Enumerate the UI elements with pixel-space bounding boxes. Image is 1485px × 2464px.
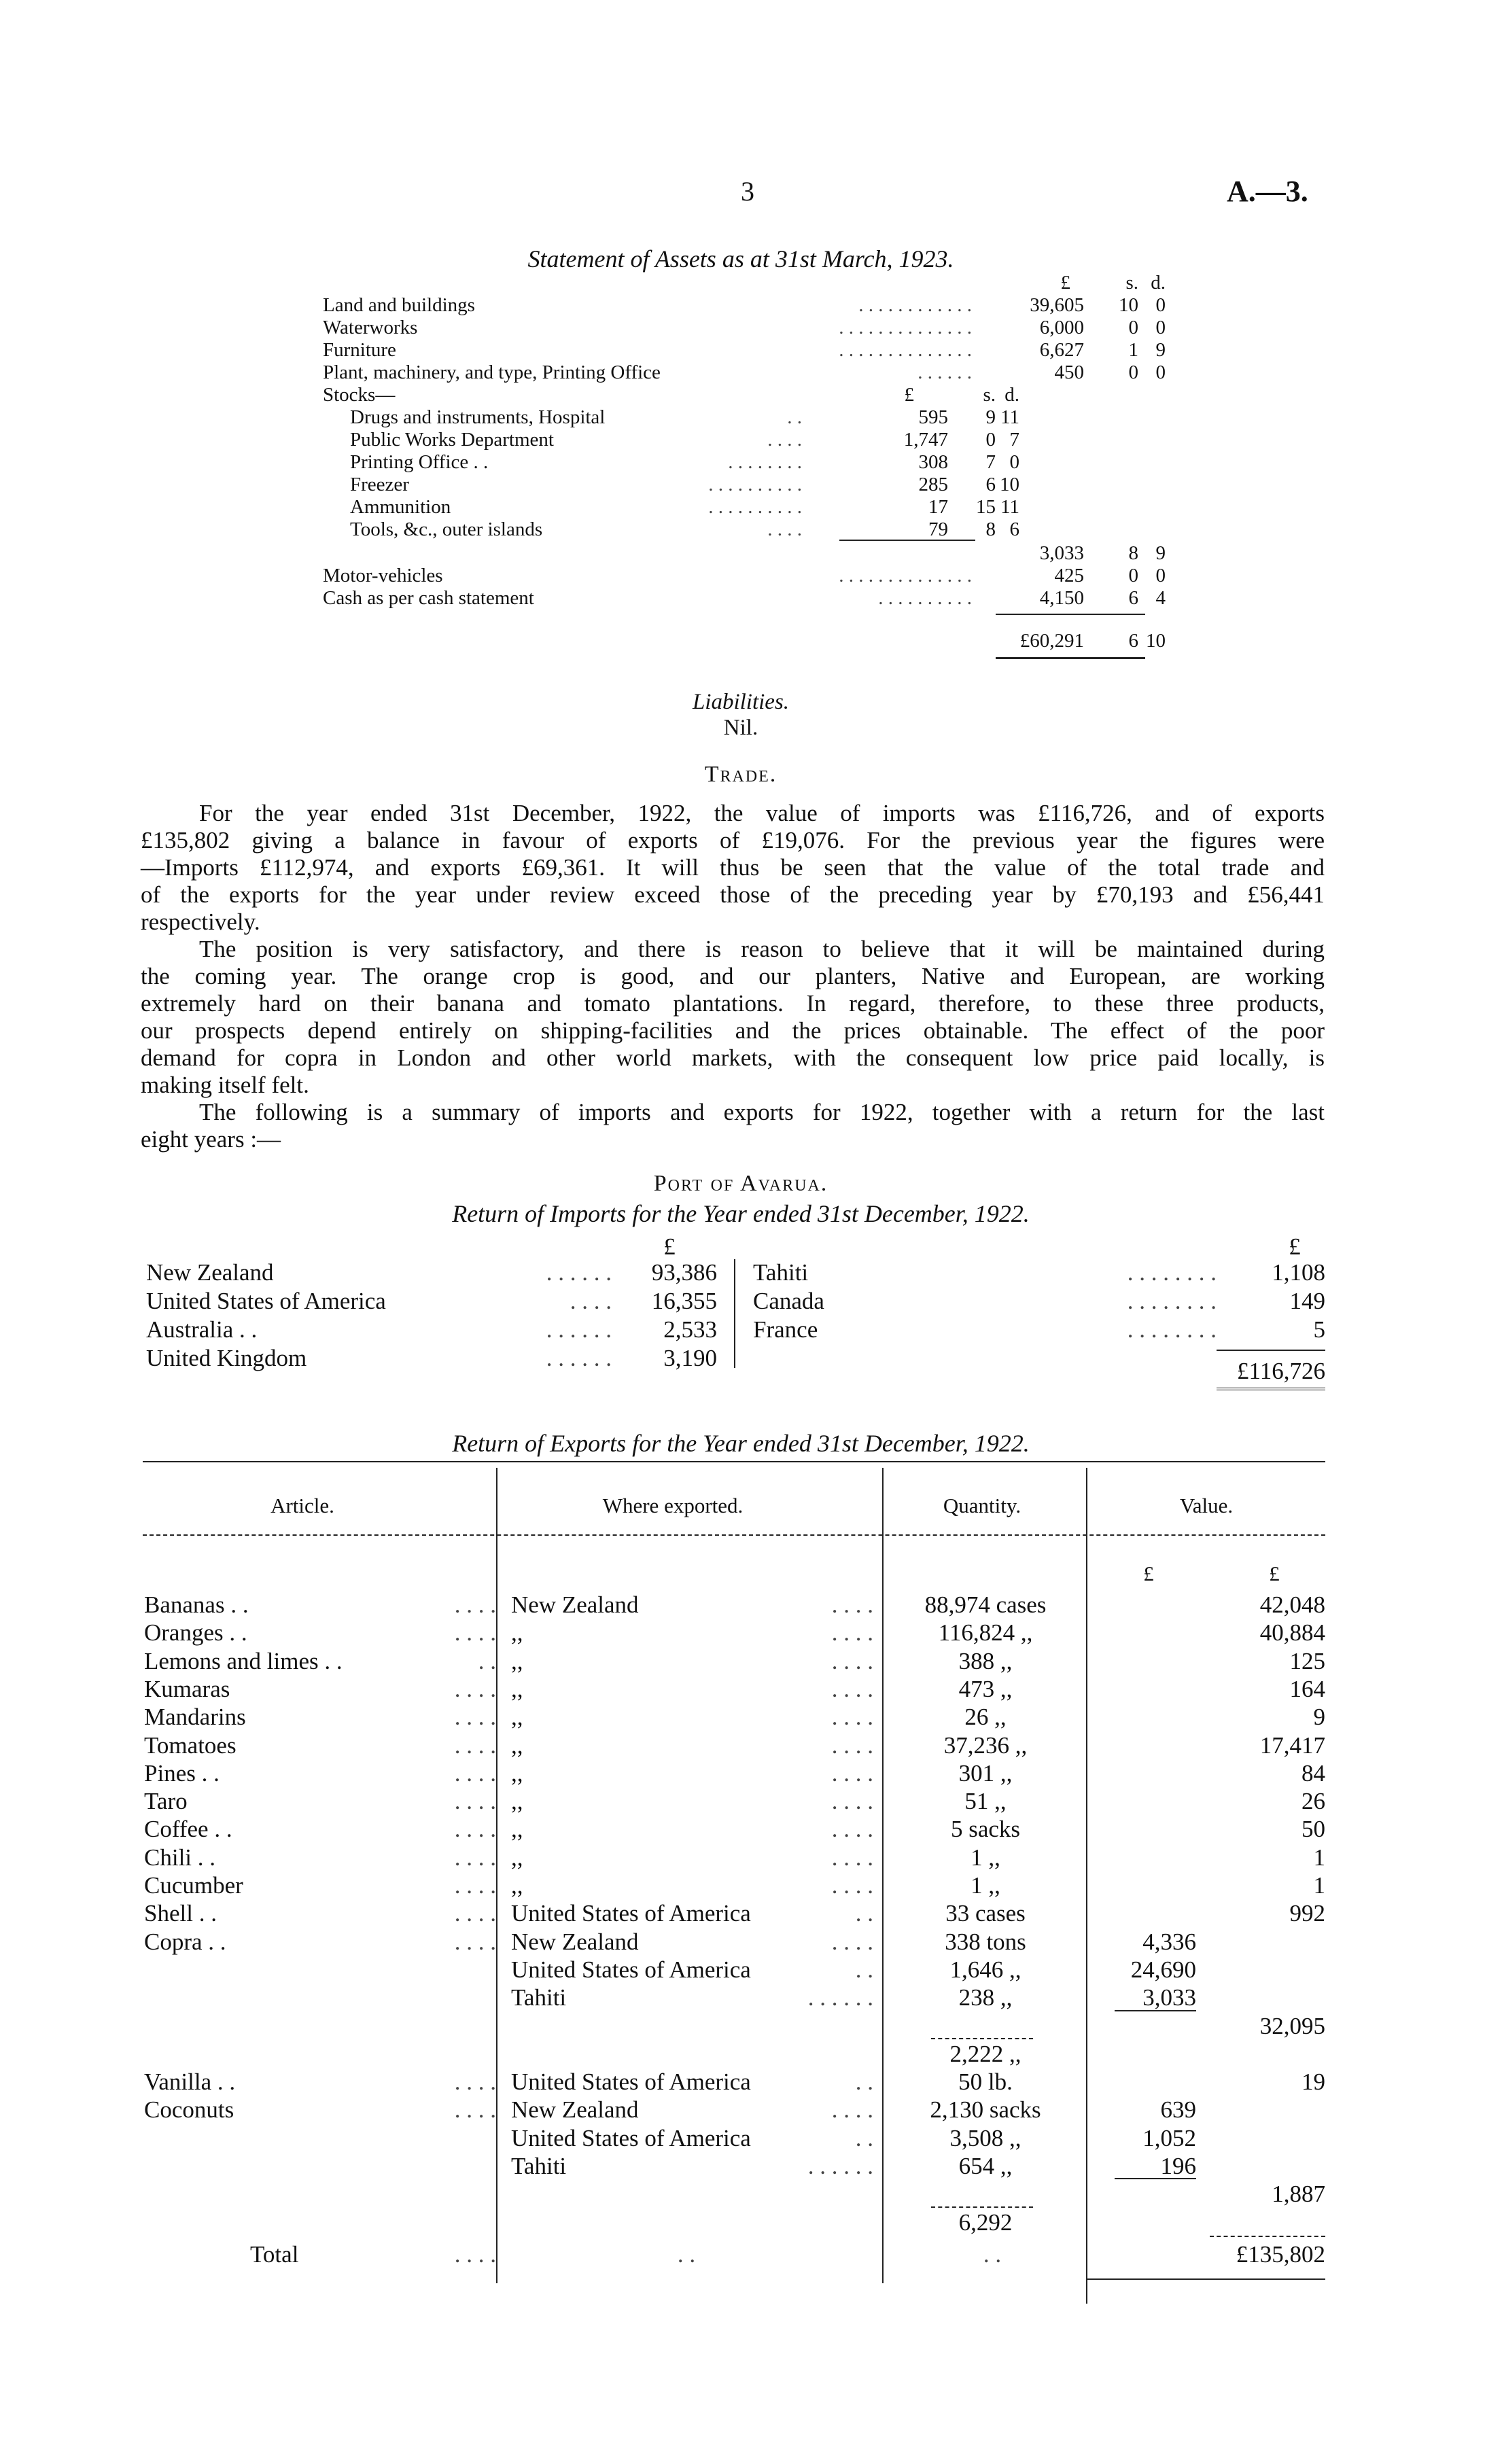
export-article-leader: . . . . bbox=[454, 2069, 496, 2095]
export-destination-leader: . . . . bbox=[831, 1648, 873, 1674]
export-subvalue: 4,336 bbox=[1142, 1929, 1196, 1955]
export-quantity: 33 cases bbox=[945, 1900, 1026, 1926]
export-quantity: 37,236 ,, bbox=[943, 1732, 1028, 1759]
import-value: 1,108 bbox=[1272, 1259, 1325, 1286]
import-country: Canada bbox=[753, 1288, 824, 1314]
asset-pence: 10 bbox=[1146, 630, 1166, 652]
asset-shillings: 6 bbox=[1128, 630, 1138, 652]
exports-bottom-rule bbox=[1087, 2278, 1325, 2280]
import-leader: . . . . . . . . bbox=[1127, 1288, 1217, 1314]
stock-pounds: 1,747 bbox=[903, 429, 948, 451]
imports-total-double-rule bbox=[1217, 1388, 1325, 1390]
liabilities-title: Liabilities. bbox=[692, 690, 790, 714]
export-article: Coffee . . bbox=[144, 1816, 232, 1842]
export-subvalue: 639 bbox=[1160, 2096, 1196, 2123]
import-value: 3,190 bbox=[663, 1345, 717, 1371]
export-destination: ,, bbox=[511, 1619, 523, 1646]
import-value: 93,386 bbox=[651, 1259, 717, 1286]
exports-top-rule bbox=[143, 1461, 1325, 1462]
import-leader: . . . . . . . . bbox=[1127, 1259, 1217, 1286]
asset-pence: 4 bbox=[1155, 587, 1166, 609]
exports-total-leader: . . . . bbox=[454, 2241, 496, 2268]
imports-total-rule bbox=[1217, 1350, 1325, 1351]
asset-label: Waterworks bbox=[323, 317, 418, 338]
stock-label: Freezer bbox=[350, 474, 409, 495]
export-quantity: 2,130 sacks bbox=[930, 2096, 1041, 2123]
export-destination: ,, bbox=[511, 1760, 523, 1787]
export-article-leader: . . . . bbox=[454, 1929, 496, 1955]
export-destination-leader: . . . . bbox=[831, 1929, 873, 1955]
export-value: 9 bbox=[1313, 1704, 1325, 1730]
export-value: 19 bbox=[1301, 2069, 1325, 2095]
export-value: 84 bbox=[1301, 1760, 1325, 1787]
export-article-leader: . . . . bbox=[454, 1872, 496, 1899]
stocks-label: Stocks— bbox=[323, 384, 396, 406]
asset-pence: 0 bbox=[1155, 362, 1166, 383]
exports-divider-1 bbox=[496, 1468, 497, 2283]
export-article: Coconuts bbox=[144, 2096, 234, 2123]
asset-pence: 0 bbox=[1155, 565, 1166, 586]
imports-currency-left: £ bbox=[663, 1233, 676, 1260]
export-quantity: 388 ,, bbox=[958, 1648, 1013, 1674]
export-value: 1,887 bbox=[1272, 2181, 1325, 2207]
stock-leader: . . . . bbox=[767, 429, 802, 451]
assets-total-rule bbox=[996, 614, 1145, 615]
import-value: 16,355 bbox=[651, 1288, 717, 1314]
stock-pounds: 17 bbox=[928, 496, 948, 518]
export-destination-leader: . . bbox=[855, 2069, 873, 2095]
exports-total-where-leader: . . bbox=[677, 2241, 696, 2268]
stock-shillings: 7 bbox=[985, 451, 996, 473]
export-article: Pines . . bbox=[144, 1760, 220, 1787]
asset-pounds: 3,033 bbox=[1039, 542, 1084, 564]
copra-sub-rule bbox=[1115, 2010, 1196, 2011]
export-quantity: 1,646 ,, bbox=[949, 1956, 1021, 1983]
export-destination: United States of America bbox=[511, 2069, 751, 2095]
export-quantity: 5 sacks bbox=[950, 1816, 1021, 1842]
export-article-leader: . . . . bbox=[454, 1676, 496, 1702]
stock-pounds: 308 bbox=[918, 451, 948, 473]
exports-header-where: Where exported. bbox=[602, 1494, 744, 1517]
export-destination: United States of America bbox=[511, 2125, 751, 2151]
asset-pounds: 425 bbox=[1054, 565, 1084, 586]
stock-pence: 0 bbox=[1009, 451, 1019, 473]
stock-leader: . . . . . . . . . . bbox=[708, 474, 802, 495]
exports-header-article: Article. bbox=[270, 1494, 334, 1517]
liabilities-value: Nil. bbox=[723, 716, 758, 740]
coconut-sub-rule bbox=[1115, 2178, 1196, 2179]
exports-header-quantity: Quantity. bbox=[943, 1494, 1021, 1517]
import-leader: . . . . . . bbox=[546, 1345, 612, 1371]
export-article-leader: . . . . bbox=[454, 1788, 496, 1814]
exports-total-label: Total bbox=[250, 2241, 299, 2268]
export-destination-leader: . . bbox=[855, 1956, 873, 1983]
asset-label: Motor-vehicles bbox=[323, 565, 443, 586]
import-leader: . . . . . . bbox=[546, 1259, 612, 1286]
export-quantity: 3,508 ,, bbox=[949, 2125, 1021, 2151]
stock-shillings: 8 bbox=[985, 518, 996, 540]
export-article-leader: . . bbox=[478, 1648, 496, 1674]
stock-shillings: 6 bbox=[985, 474, 996, 495]
export-article-leader: . . . . bbox=[454, 1732, 496, 1759]
export-destination-leader: . . . . bbox=[831, 2096, 873, 2123]
stock-label: Drugs and instruments, Hospital bbox=[350, 406, 606, 428]
trade-text-line: The position is very satisfactory, and there is reason to believe that it will be maintained during bbox=[199, 936, 1325, 962]
export-quantity: 51 ,, bbox=[964, 1788, 1007, 1814]
export-destination: New Zealand bbox=[511, 1929, 639, 1955]
asset-col-s: s. bbox=[1125, 272, 1138, 294]
page-number: 3 bbox=[741, 176, 754, 207]
stock-pounds: 595 bbox=[918, 406, 948, 428]
stock-shillings: 0 bbox=[985, 429, 996, 451]
exports-header-value: Value. bbox=[1179, 1494, 1234, 1517]
export-article-leader: . . . . bbox=[454, 1844, 496, 1871]
asset-shillings: 0 bbox=[1128, 362, 1138, 383]
trade-text-line: eight years :— bbox=[141, 1126, 281, 1152]
export-article: Lemons and limes . . bbox=[144, 1648, 343, 1674]
stock-leader: . . . . . . . . bbox=[728, 451, 802, 473]
export-destination: ,, bbox=[511, 1872, 523, 1899]
trade-text-line: making itself felt. bbox=[141, 1072, 309, 1098]
export-destination: ,, bbox=[511, 1648, 523, 1674]
trade-text-line: of the exports for the year under review exceed those of the preceding year by £70,193 and £56,441 bbox=[141, 881, 1325, 908]
export-quantity: 88,974 cases bbox=[924, 1591, 1047, 1618]
import-country: New Zealand bbox=[146, 1259, 274, 1286]
export-destination-leader: . . . . . . bbox=[807, 1984, 873, 2011]
export-value: 26 bbox=[1301, 1788, 1325, 1814]
export-article: Cucumber bbox=[144, 1872, 243, 1899]
asset-shillings: 1 bbox=[1128, 339, 1138, 361]
assets-title: Statement of Assets as at 31st March, 1923. bbox=[527, 245, 954, 272]
import-country: United Kingdom bbox=[146, 1345, 307, 1371]
export-destination-leader: . . . . bbox=[831, 1619, 873, 1646]
imports-currency-right: £ bbox=[1289, 1233, 1301, 1260]
port-heading: Port of Avarua. bbox=[653, 1171, 828, 1196]
export-article: Tomatoes bbox=[144, 1732, 237, 1759]
trade-text-line: £135,802 giving a balance in favour of exports of £19,076. For the previous year the figures were bbox=[141, 827, 1325, 853]
export-destination-leader: . . . . bbox=[831, 1676, 873, 1702]
exports-divider-3 bbox=[1086, 1468, 1087, 2304]
trade-text-line: our prospects depend entirely on shipping-facilities and the prices obtainable. The effect of the poor bbox=[141, 1017, 1325, 1044]
export-value: 164 bbox=[1289, 1676, 1325, 1702]
export-destination: United States of America bbox=[511, 1900, 751, 1926]
export-value: 32,095 bbox=[1259, 2013, 1325, 2039]
trade-text-line: the coming year. The orange crop is good, and our planters, Native and European, are working bbox=[141, 963, 1325, 989]
export-article: Taro bbox=[144, 1788, 188, 1814]
export-article: Kumaras bbox=[144, 1676, 230, 1702]
export-article-leader: . . . . bbox=[454, 1704, 496, 1730]
stock-pence: 11 bbox=[1000, 406, 1019, 428]
export-article-leader: . . . . bbox=[454, 1816, 496, 1842]
trade-text-line: extremely hard on their banana and tomato plantations. In regard, therefore, to these three products, bbox=[141, 990, 1325, 1017]
export-quantity: 50 lb. bbox=[958, 2069, 1013, 2095]
export-quantity: 238 ,, bbox=[958, 1984, 1013, 2011]
import-country: Australia . . bbox=[146, 1316, 258, 1343]
exports-total-value: £135,802 bbox=[1236, 2241, 1325, 2268]
import-country: France bbox=[753, 1316, 818, 1343]
export-value: 50 bbox=[1301, 1816, 1325, 1842]
export-article: Vanilla . . bbox=[144, 2069, 236, 2095]
export-destination: ,, bbox=[511, 1676, 523, 1702]
export-article: Copra . . bbox=[144, 1929, 226, 1955]
export-quantity: 1 ,, bbox=[971, 1844, 1000, 1871]
export-article-leader: . . . . bbox=[454, 1619, 496, 1646]
import-leader: . . . . . . bbox=[546, 1316, 612, 1343]
asset-shillings: 8 bbox=[1128, 542, 1138, 564]
trade-heading: Trade. bbox=[704, 762, 778, 787]
export-subvalue: 24,690 bbox=[1130, 1956, 1196, 1983]
stock-pence: 10 bbox=[1000, 474, 1019, 495]
export-article-leader: . . . . bbox=[454, 2096, 496, 2123]
export-quantity: 301 ,, bbox=[958, 1760, 1013, 1787]
export-subvalue: 3,033 bbox=[1142, 1984, 1196, 2011]
export-article-leader: . . . . bbox=[454, 1591, 496, 1618]
trade-text-line: respectively. bbox=[141, 909, 260, 935]
export-quantity: 26 ,, bbox=[964, 1704, 1007, 1730]
export-destination-leader: . . . . bbox=[831, 1591, 873, 1618]
asset-leader: . . . . . . bbox=[918, 362, 972, 383]
stock-shillings: 9 bbox=[985, 406, 996, 428]
stock-pence: 11 bbox=[1000, 496, 1019, 518]
exports-total-rule bbox=[1210, 2236, 1325, 2237]
asset-leader: . . . . . . . . . . bbox=[878, 587, 972, 609]
import-leader: . . . . bbox=[570, 1288, 612, 1314]
assets-total-double-rule bbox=[996, 657, 1145, 659]
stock-label: Printing Office . . bbox=[350, 451, 489, 473]
export-article: Mandarins bbox=[144, 1704, 246, 1730]
stock-pounds: 79 bbox=[928, 518, 948, 540]
stock-col-pound: £ bbox=[904, 384, 914, 406]
export-article: Bananas . . bbox=[144, 1591, 249, 1618]
asset-shillings: 10 bbox=[1119, 294, 1138, 316]
export-quantity: 338 tons bbox=[945, 1929, 1026, 1955]
asset-pounds: 6,627 bbox=[1039, 339, 1084, 361]
export-quantity: 6,292 bbox=[958, 2209, 1013, 2236]
stock-shillings: 15 bbox=[976, 496, 996, 518]
export-article: Shell . . bbox=[144, 1900, 217, 1926]
import-country: Tahiti bbox=[753, 1259, 809, 1286]
stock-leader: . . . . bbox=[767, 518, 802, 540]
asset-label: Plant, machinery, and type, Printing Office bbox=[323, 362, 661, 383]
asset-pence: 0 bbox=[1155, 317, 1166, 338]
stock-label: Ammunition bbox=[350, 496, 451, 518]
export-article: Oranges . . bbox=[144, 1619, 247, 1646]
export-destination: Tahiti bbox=[511, 1984, 567, 2011]
exports-currency-sub: £ bbox=[1143, 1562, 1154, 1585]
export-destination: ,, bbox=[511, 1732, 523, 1759]
stock-pence: 6 bbox=[1009, 518, 1019, 540]
exports-title: Return of Exports for the Year ended 31st December, 1922. bbox=[452, 1430, 1030, 1457]
coconut-qty-rule bbox=[931, 2206, 1033, 2208]
export-destination: New Zealand bbox=[511, 2096, 639, 2123]
stock-col-d: d. bbox=[1004, 384, 1019, 406]
export-value: 40,884 bbox=[1259, 1619, 1325, 1646]
export-destination: ,, bbox=[511, 1788, 523, 1814]
export-value: 992 bbox=[1289, 1900, 1325, 1926]
export-quantity: 1 ,, bbox=[971, 1872, 1000, 1899]
trade-text-line: —Imports £112,974, and exports £69,361. It will thus be seen that the value of the total trade and bbox=[141, 854, 1325, 881]
export-destination-leader: . . bbox=[855, 2125, 873, 2151]
asset-leader: . . . . . . . . . . . . . . bbox=[839, 565, 972, 586]
import-value: 2,533 bbox=[663, 1316, 717, 1343]
import-leader: . . . . . . . . bbox=[1127, 1316, 1217, 1343]
asset-label: Land and buildings bbox=[323, 294, 475, 316]
import-value: 5 bbox=[1313, 1316, 1325, 1343]
export-destination-leader: . . . . bbox=[831, 1872, 873, 1899]
asset-label: Cash as per cash statement bbox=[323, 587, 534, 609]
asset-pounds: £60,291 bbox=[1019, 630, 1084, 652]
asset-pounds: 450 bbox=[1054, 362, 1084, 383]
export-destination: ,, bbox=[511, 1844, 523, 1871]
asset-label: Furniture bbox=[323, 339, 396, 361]
export-destination-leader: . . bbox=[855, 1900, 873, 1926]
asset-col-d: d. bbox=[1151, 272, 1166, 294]
exports-header-rule bbox=[143, 1534, 1325, 1536]
stock-leader: . . . . . . . . . . bbox=[708, 496, 802, 518]
export-destination-leader: . . . . bbox=[831, 1788, 873, 1814]
stock-col-s: s. bbox=[983, 384, 996, 406]
export-quantity: 473 ,, bbox=[958, 1676, 1013, 1702]
stock-label: Tools, &c., outer islands bbox=[350, 518, 543, 540]
export-quantity: 116,824 ,, bbox=[938, 1619, 1033, 1646]
asset-shillings: 0 bbox=[1128, 565, 1138, 586]
asset-leader: . . . . . . . . . . . . bbox=[858, 294, 972, 316]
imports-divider bbox=[734, 1259, 735, 1368]
export-article-leader: . . . . bbox=[454, 1760, 496, 1787]
exports-total-qty-leader: . . bbox=[983, 2241, 1002, 2268]
stock-leader: . . bbox=[787, 406, 802, 428]
asset-shillings: 0 bbox=[1128, 317, 1138, 338]
stock-pounds: 285 bbox=[918, 474, 948, 495]
asset-pence: 0 bbox=[1155, 294, 1166, 316]
export-quantity: 2,222 ,, bbox=[949, 2041, 1021, 2067]
export-quantity: 654 ,, bbox=[958, 2153, 1013, 2179]
stocks-rule bbox=[839, 540, 975, 541]
asset-pence: 9 bbox=[1155, 339, 1166, 361]
copra-qty-rule bbox=[931, 2038, 1033, 2039]
export-destination-leader: . . . . bbox=[831, 1816, 873, 1842]
asset-leader: . . . . . . . . . . . . . . bbox=[839, 339, 972, 361]
document-reference: A.—3. bbox=[1227, 175, 1308, 208]
exports-divider-2 bbox=[882, 1468, 884, 2283]
asset-col-pound: £ bbox=[1060, 272, 1070, 294]
export-value: 42,048 bbox=[1259, 1591, 1325, 1618]
trade-text-line: For the year ended 31st December, 1922, the value of imports was £116,726, and of exports bbox=[199, 800, 1325, 826]
export-destination-leader: . . . . bbox=[831, 1732, 873, 1759]
export-value: 17,417 bbox=[1259, 1732, 1325, 1759]
export-value: 1 bbox=[1313, 1872, 1325, 1899]
trade-text-line: demand for copra in London and other world markets, with the consequent low price paid locally, is bbox=[141, 1044, 1325, 1071]
export-subvalue: 1,052 bbox=[1142, 2125, 1196, 2151]
export-destination-leader: . . . . bbox=[831, 1844, 873, 1871]
export-value: 1 bbox=[1313, 1844, 1325, 1871]
export-destination-leader: . . . . . . bbox=[807, 2153, 873, 2179]
asset-pounds: 39,605 bbox=[1030, 294, 1084, 316]
export-destination-leader: . . . . bbox=[831, 1760, 873, 1787]
asset-pence: 9 bbox=[1155, 542, 1166, 564]
export-article-leader: . . . . bbox=[454, 1900, 496, 1926]
import-country: United States of America bbox=[146, 1288, 386, 1314]
trade-text-line: The following is a summary of imports and exports for 1922, together with a return for the last bbox=[199, 1099, 1325, 1125]
imports-title: Return of Imports for the Year ended 31st December, 1922. bbox=[452, 1200, 1030, 1227]
asset-pounds: 4,150 bbox=[1039, 587, 1084, 609]
exports-currency-total: £ bbox=[1269, 1562, 1280, 1585]
export-destination: United States of America bbox=[511, 1956, 751, 1983]
asset-leader: . . . . . . . . . . . . . . bbox=[839, 317, 972, 338]
export-destination: New Zealand bbox=[511, 1591, 639, 1618]
export-destination: Tahiti bbox=[511, 2153, 567, 2179]
asset-shillings: 6 bbox=[1128, 587, 1138, 609]
stock-label: Public Works Department bbox=[350, 429, 554, 451]
export-article: Chili . . bbox=[144, 1844, 216, 1871]
export-value: 125 bbox=[1289, 1648, 1325, 1674]
export-subvalue: 196 bbox=[1160, 2153, 1196, 2179]
asset-pounds: 6,000 bbox=[1039, 317, 1084, 338]
import-value: 149 bbox=[1289, 1288, 1325, 1314]
export-destination: ,, bbox=[511, 1816, 523, 1842]
imports-total: £116,726 bbox=[1237, 1358, 1325, 1384]
export-destination: ,, bbox=[511, 1704, 523, 1730]
export-destination-leader: . . . . bbox=[831, 1704, 873, 1730]
stock-pence: 7 bbox=[1009, 429, 1019, 451]
